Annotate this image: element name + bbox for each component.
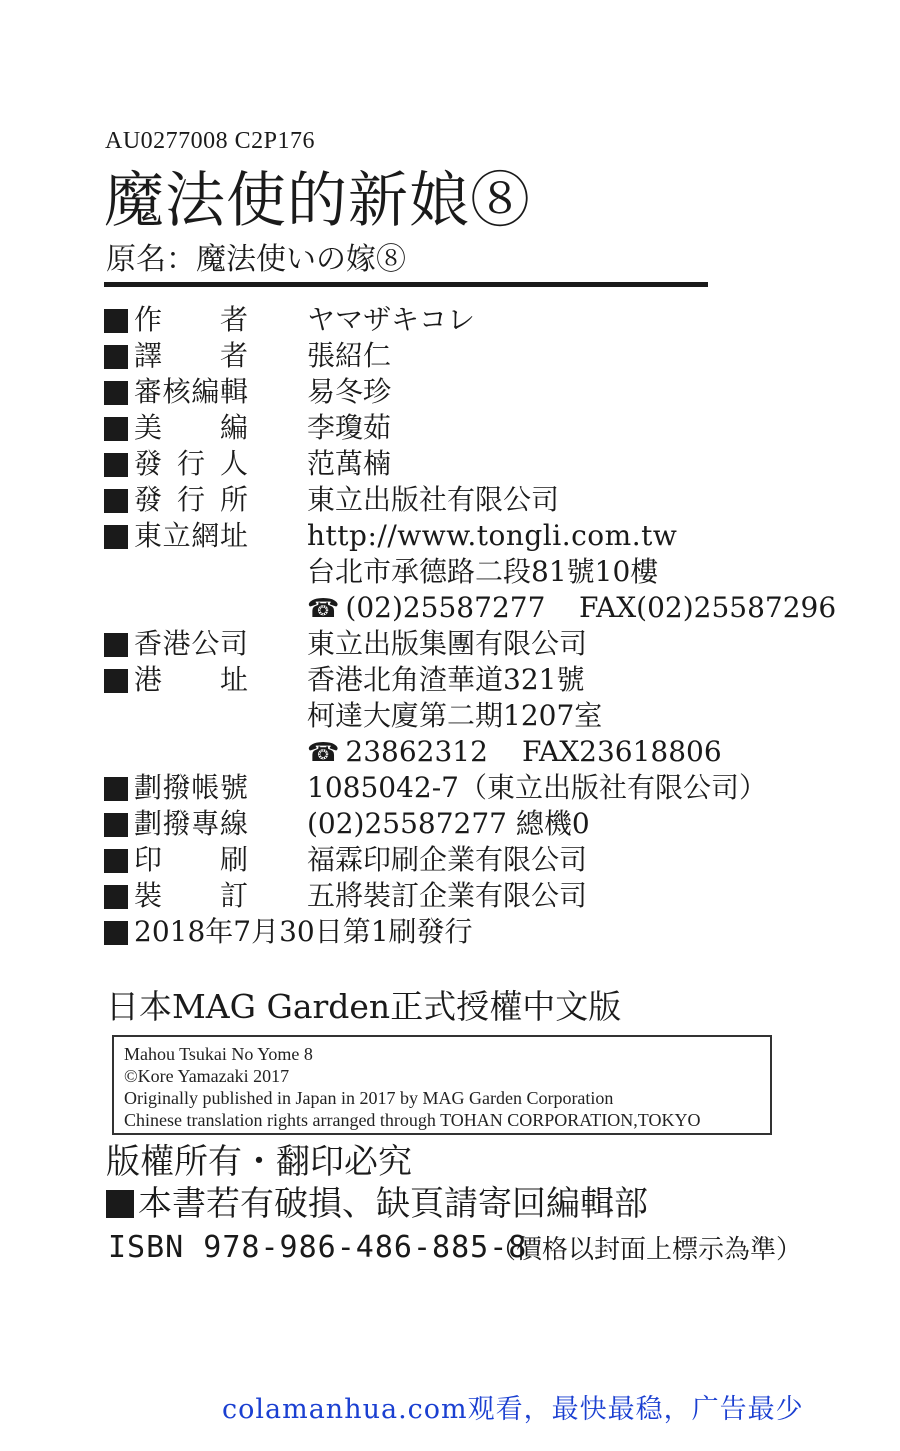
credit-value-text: 台北市承德路二段81號10樓 xyxy=(307,555,659,588)
credit-label: 譯 者 xyxy=(134,339,248,372)
credit-row xyxy=(104,446,824,482)
credit-label: 印 刷 xyxy=(134,843,248,876)
telephone-icon: ☎ xyxy=(307,738,340,768)
credit-row xyxy=(104,590,837,626)
credit-value-text: 五將裝訂企業有限公司 xyxy=(307,879,588,912)
price-note: （價格以封面上標示為準） xyxy=(490,1235,803,1265)
credit-label: 劃 撥 帳 號 xyxy=(134,771,248,804)
credit-value xyxy=(307,842,587,878)
credit-label: 發 行 人 xyxy=(134,447,248,480)
isbn: ISBN 978-986-486-885-8 xyxy=(108,1230,528,1265)
credit-label: 發 行 所 xyxy=(134,483,248,516)
credit-row xyxy=(104,626,824,662)
credit-row xyxy=(104,338,824,374)
credit-value-text: ヤマザキコレ xyxy=(307,303,476,336)
black-square-bullet-icon xyxy=(104,381,128,405)
credit-value-text: 東立出版集團有限公司 xyxy=(307,627,588,660)
credit-value xyxy=(307,554,658,590)
black-square-bullet-icon xyxy=(104,309,128,333)
damage-notice-line xyxy=(106,1182,648,1226)
credit-value xyxy=(307,698,602,734)
credit-value-text: 福霖印刷企業有限公司 xyxy=(307,843,588,876)
release-date: 2018年7月30日第1刷發行 xyxy=(134,915,473,948)
credit-row xyxy=(104,374,824,410)
credit-row xyxy=(104,662,824,698)
black-square-bullet-icon xyxy=(104,669,128,693)
credit-value-text: 易冬珍 xyxy=(307,375,392,408)
credit-value xyxy=(307,482,559,518)
black-square-bullet-icon xyxy=(104,813,128,837)
credit-value-text: (02)25587277 總機0 xyxy=(307,807,590,840)
credit-row xyxy=(104,518,824,554)
credit-row xyxy=(104,734,824,770)
credit-value xyxy=(307,878,587,914)
black-square-bullet-icon xyxy=(104,921,128,945)
credit-value-text: (02)25587277 xyxy=(345,591,546,624)
credit-value xyxy=(307,770,767,806)
copyright-line: Originally published in Japan in 2017 by MAG Garden Corporation xyxy=(124,1088,614,1108)
credit-value-text: 范萬楠 xyxy=(307,447,392,480)
damage-notice: 本書若有破損、缺頁請寄回編輯部 xyxy=(138,1184,648,1224)
credit-value-text: 柯達大廈第二期1207室 xyxy=(307,699,603,732)
credit-label: 裝 訂 xyxy=(134,879,248,912)
credit-row xyxy=(104,878,824,914)
credit-row xyxy=(104,410,824,446)
rights-reserved: 版權所有・翻印必究 xyxy=(106,1142,412,1182)
book-title: 魔法使的新娘⑧ xyxy=(104,166,531,236)
credit-label: 劃 撥 專 線 xyxy=(134,807,248,840)
credit-value-text: 東立出版社有限公司 xyxy=(307,483,560,516)
black-square-bullet-icon xyxy=(104,417,128,441)
credit-label: 作 者 xyxy=(134,303,248,336)
original-title: 原名：魔法使いの嫁⑧ xyxy=(106,242,406,277)
copyright-box xyxy=(112,1035,772,1135)
credit-value xyxy=(307,446,391,482)
credit-label: 香 港 公 司 xyxy=(134,627,248,660)
credit-value xyxy=(307,374,391,410)
credit-value-text: http://www.tongli.com.tw xyxy=(307,519,678,552)
credit-value xyxy=(307,806,590,842)
credit-row xyxy=(104,770,824,806)
site-watermark[interactable]: colamanhua.com观看，最快最稳，广告最少 xyxy=(222,1394,804,1425)
credit-value-text: 張紹仁 xyxy=(307,339,392,372)
black-square-bullet-icon xyxy=(104,525,128,549)
credit-value-text: 李瓊茹 xyxy=(307,411,392,444)
black-square-bullet-icon xyxy=(104,489,128,513)
credit-value xyxy=(307,626,587,662)
credit-label: 港 址 xyxy=(134,663,248,696)
credit-label: 美 編 xyxy=(134,411,248,444)
credit-value xyxy=(307,410,391,446)
credit-label: 審 核 編 輯 xyxy=(134,375,248,408)
credit-value-text: 香港北角渣華道321號 xyxy=(307,663,585,696)
product-code: AU0277008 C2P176 xyxy=(105,128,316,154)
black-square-bullet-icon xyxy=(104,777,128,801)
fax-number: FAX(02)25587296 xyxy=(579,591,837,624)
credit-row xyxy=(104,914,824,950)
telephone-icon: ☎ xyxy=(307,594,340,624)
credit-value-text: 23862312 xyxy=(345,735,488,768)
credit-row xyxy=(104,842,824,878)
credit-row xyxy=(104,806,824,842)
credit-row xyxy=(104,698,824,734)
title-underline xyxy=(104,282,708,287)
black-square-bullet-icon xyxy=(104,633,128,657)
black-square-bullet-icon xyxy=(104,345,128,369)
credit-value xyxy=(307,734,488,771)
black-square-bullet-icon xyxy=(104,849,128,873)
black-square-bullet-icon xyxy=(104,453,128,477)
fax-number: FAX23618806 xyxy=(522,735,722,768)
credit-value xyxy=(307,662,584,698)
credits-list xyxy=(104,302,837,950)
black-square-bullet-icon xyxy=(104,885,128,909)
credit-row xyxy=(104,302,824,338)
credit-value xyxy=(307,590,545,627)
credit-value xyxy=(307,302,475,338)
authorization-line: 日本MAG Garden正式授權中文版 xyxy=(106,987,622,1026)
credit-value xyxy=(307,338,391,374)
credit-label: 東 立 網 址 xyxy=(134,519,248,552)
credit-row xyxy=(104,482,824,518)
credit-value[interactable] xyxy=(307,518,677,554)
copyright-line: Chinese translation rights arranged through TOHAN CORPORATION,TOKYO xyxy=(124,1110,701,1130)
copyright-line: ©Kore Yamazaki 2017 xyxy=(124,1066,290,1086)
credit-row xyxy=(104,554,824,590)
copyright-line: Mahou Tsukai No Yome 8 xyxy=(124,1044,313,1064)
credit-value-text: 1085042-7（東立出版社有限公司） xyxy=(307,771,767,804)
black-square-bullet-icon xyxy=(106,1190,134,1218)
